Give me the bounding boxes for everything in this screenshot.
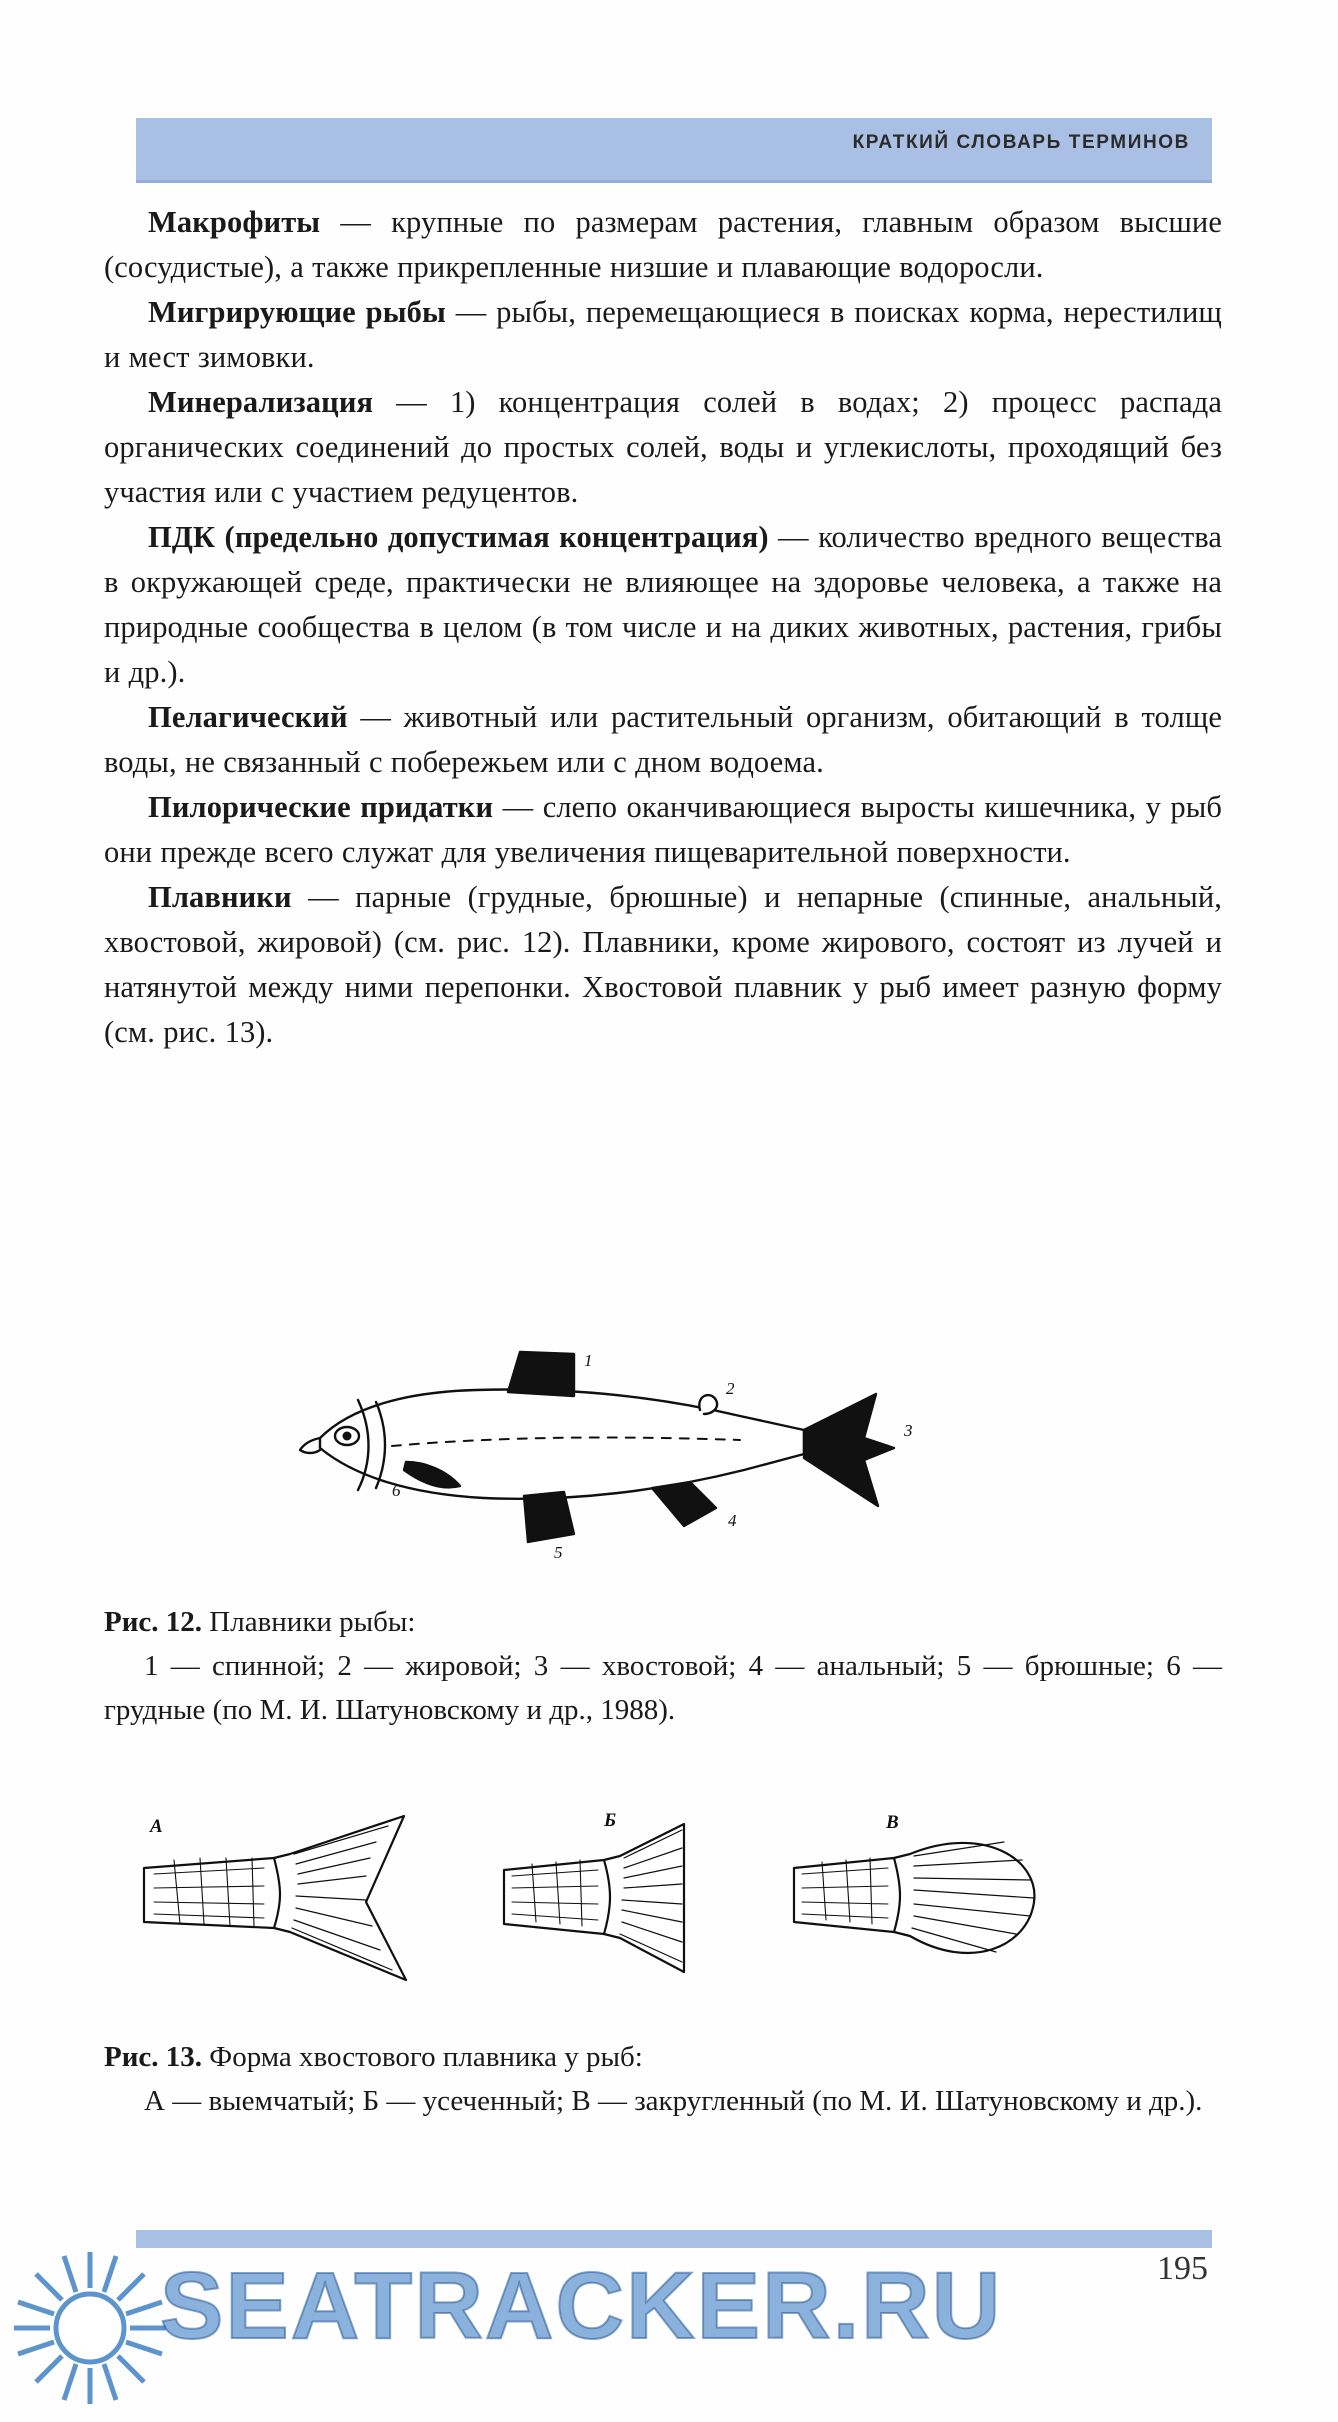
glossary-entry: [104, 515, 1222, 695]
text-column: [104, 200, 1222, 1055]
term: Плавники: [148, 880, 292, 914]
glossary-entry: [104, 785, 1222, 875]
fig13-callout-a: А: [150, 1816, 163, 1837]
watermark-text: SEATRACKER.RU: [160, 2253, 1003, 2359]
watermark: [0, 2230, 1338, 2422]
figure-12-legend: 1 — спинной; 2 — жировой; 3 — хвостовой; 4 — анальный; 5 — брюшные; 6 — грудные (по М. И. Шатуновскому и др., 1988).: [104, 1650, 1222, 1726]
glossary-entry: [104, 200, 1222, 290]
figure-12-title: Плавники рыбы:: [209, 1606, 416, 1638]
figure-13-caption: [104, 2035, 1222, 2123]
definition: — парные (грудные, брюшные) и непарные (спинные, анальный, хвостовой, жировой) (см. рис. 12). Плавники, кроме жирового, состоят из лучей и натянутой между ними перепонки. Хвостовой плавник у рыб имеет разную форму (см. рис. 13).: [104, 880, 1222, 1049]
fig13-callout-v: В: [886, 1812, 899, 1833]
definition: — слепо оканчивающиеся выросты кишечника, у рыб они прежде всего служат для увеличения пищеварительной поверхности.: [104, 790, 1222, 869]
fig12-callout-2: 2: [726, 1379, 735, 1398]
term: Минерализация: [148, 385, 374, 419]
fish-diagram-svg: [104, 1330, 1222, 1580]
term: Мигрирующие рыбы: [148, 295, 446, 329]
header-band: [136, 118, 1212, 183]
figure-12-illustration: [104, 1330, 1222, 1580]
glossary-entry: [104, 380, 1222, 515]
definition: — крупные по размерам растения, главным образом высшие (сосудистые), а также прикрепленные низшие и плавающие водоросли.: [104, 205, 1222, 284]
definition: — количество вредного вещества в окружающей среде, практически не влияющее на здоровье человека, а также на природные сообщества в целом (в том числе и на диких животных, растения, грибы и др.).: [104, 520, 1222, 689]
glossary-entry: [104, 695, 1222, 785]
fig12-callout-3: 3: [904, 1421, 913, 1440]
fig12-callout-4: 4: [728, 1511, 737, 1530]
header-title: КРАТКИЙ СЛОВАРЬ ТЕРМИНОВ: [852, 132, 1190, 153]
figure-13-legend: А — выемчатый; Б — усеченный; В — закругленный (по М. И. Шатуновскому и др.).: [144, 2085, 1203, 2117]
figure-13-illustration: [104, 1810, 1222, 2000]
term: Макрофиты: [148, 205, 321, 239]
glossary-entry: [104, 290, 1222, 380]
page-number: 195: [1157, 2250, 1208, 2287]
figure-12-caption: [104, 1600, 1222, 1732]
term: Пелагический: [148, 700, 348, 734]
term: Пилорические придатки: [148, 790, 494, 824]
figure-12-number: Рис. 12.: [104, 1606, 203, 1638]
fig12-callout-6: 6: [392, 1481, 401, 1500]
fig12-callout-1: 1: [584, 1351, 593, 1370]
figure-13-title: Форма хвостового плавника у рыб:: [209, 2041, 643, 2073]
sun-burst-icon: [10, 2248, 170, 2408]
definition: — животный или растительный организм, обитающий в толще воды, не связанный с побережьем или с дном водоема.: [104, 700, 1222, 779]
footer-band: [136, 2230, 1212, 2248]
tail-shapes-svg: [104, 1810, 1222, 2000]
figure-13-number: Рис. 13.: [104, 2041, 203, 2073]
definition: — 1) концентрация солей в водах; 2) процесс распада органических соединений до простых солей, воды и углекислоты, проходящий без участия или с участием редуцентов.: [104, 385, 1222, 509]
glossary-entry: [104, 875, 1222, 1055]
definition: — рыбы, перемещающиеся в поисках корма, нерестилищ и мест зимовки.: [104, 295, 1222, 374]
term: ПДК (предельно допустимая концентрация): [148, 520, 769, 554]
fig13-callout-b: Б: [604, 1810, 617, 1831]
fig12-callout-5: 5: [554, 1543, 563, 1562]
